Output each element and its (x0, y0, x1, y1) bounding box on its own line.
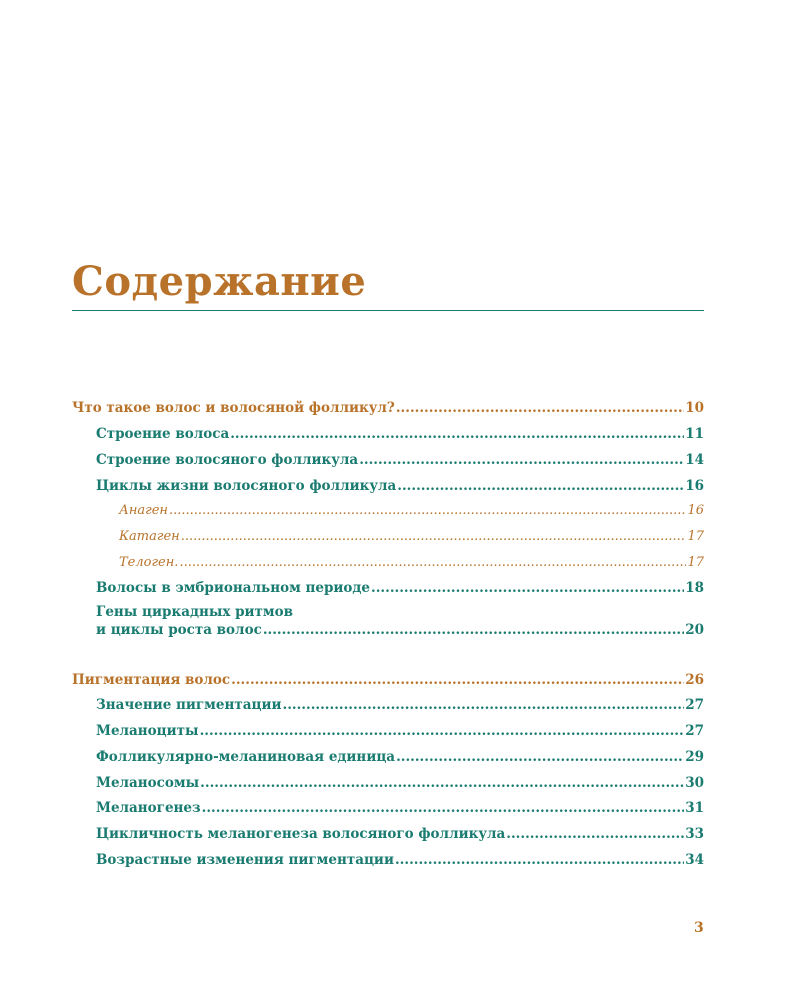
toc-page-number: 27 (685, 697, 704, 713)
toc-leader-dots (395, 852, 684, 868)
toc-entry[interactable] (72, 775, 704, 791)
toc-entry[interactable] (72, 749, 704, 765)
toc-entry-label: Меланосомы (96, 775, 200, 791)
toc-leader-dots (202, 800, 685, 816)
toc-page-number: 16 (687, 503, 704, 518)
toc-leader-dots (200, 775, 684, 791)
toc-entry[interactable] (72, 697, 704, 713)
toc-page-number: 14 (685, 452, 704, 468)
toc-entry-multiline[interactable] (72, 603, 704, 638)
toc-leader-dots (181, 529, 687, 544)
toc-entry-line2 (96, 622, 704, 638)
toc-entry-label: Значение пигментации (96, 697, 282, 713)
toc-page-number: 10 (685, 400, 704, 416)
toc-subentry-label: Телоген. (119, 555, 179, 570)
toc-section-label: Пигментация волос (72, 672, 231, 688)
toc-entry[interactable] (72, 580, 704, 596)
toc-leader-dots (200, 723, 685, 739)
title-divider (72, 310, 704, 311)
toc-page-number: 16 (685, 478, 704, 494)
toc-page-number: 30 (685, 775, 704, 791)
toc-entry[interactable] (72, 478, 704, 494)
toc-subentry[interactable] (72, 555, 704, 570)
toc-entry-label: Меланогенез (96, 800, 201, 816)
toc-leader-dots (396, 400, 684, 416)
toc-entry[interactable] (72, 826, 704, 842)
toc-page-number: 33 (685, 826, 704, 842)
toc-entry[interactable] (72, 426, 704, 442)
toc-entry[interactable] (72, 452, 704, 468)
toc-leader-dots (371, 580, 684, 596)
toc-page-number: 29 (685, 749, 704, 765)
toc-leader-dots (397, 478, 684, 494)
toc-leader-dots (359, 452, 684, 468)
toc-leader-dots (231, 672, 684, 688)
toc-subentry[interactable] (72, 529, 704, 544)
toc-page-number: 11 (685, 426, 704, 442)
toc-section-2[interactable] (72, 672, 704, 688)
toc-entry-label-line1: Гены циркадных ритмов (96, 604, 294, 620)
toc-entry-label: Строение волоса (96, 426, 230, 442)
toc-leader-dots (283, 697, 685, 713)
toc-page-number: 17 (687, 529, 704, 544)
toc-leader-dots (230, 426, 684, 442)
toc-page-number: 26 (685, 672, 704, 688)
toc-page-number: 27 (685, 723, 704, 739)
toc-leader-dots (506, 826, 684, 842)
toc-entry-label: Строение волосяного фолликула (96, 452, 359, 468)
toc-section-1[interactable] (72, 400, 704, 416)
toc-section-label: Что такое волос и волосяной фолликул? (72, 400, 395, 416)
toc-subentry-label: Катаген (119, 529, 180, 544)
toc-entry-label-line2: и циклы роста волос (96, 622, 262, 638)
page-number: 3 (694, 920, 704, 936)
toc-entry[interactable] (72, 800, 704, 816)
toc-entry[interactable] (72, 852, 704, 868)
toc-entry-label: Волосы в эмбриональном периоде (96, 580, 371, 596)
toc-subentry-label: Анаген (119, 503, 168, 518)
toc-page-number: 34 (685, 852, 704, 868)
toc-entry[interactable] (72, 723, 704, 739)
toc-entry-label: Циклы жизни волосяного фолликула (96, 478, 397, 494)
toc-entry-label: Цикличность меланогенеза волосяного фолликула (96, 826, 506, 842)
toc-page-number: 18 (685, 580, 704, 596)
toc-entry-label: Возрастные изменения пигментации (96, 852, 394, 868)
toc-page-number: 20 (685, 622, 704, 638)
toc-leader-dots (263, 622, 684, 638)
toc-entry-label: Меланоциты (96, 723, 199, 739)
toc-leader-dots (169, 503, 686, 518)
toc-subentry[interactable] (72, 503, 704, 518)
toc-page-number: 17 (687, 555, 704, 570)
toc-page-number: 31 (685, 800, 704, 816)
page-title: Содержание (72, 258, 367, 305)
toc-entry-label: Фолликулярно-меланиновая единица (96, 749, 396, 765)
toc-leader-dots (396, 749, 684, 765)
toc-leader-dots (179, 555, 686, 570)
